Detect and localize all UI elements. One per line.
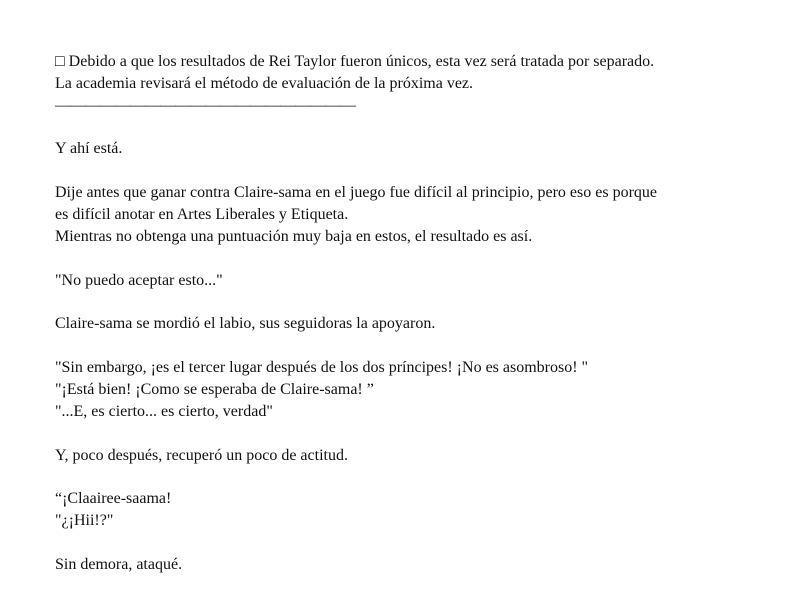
paragraph (55, 138, 775, 160)
text-line: Claire-sama se mordió el labio, sus seguidoras la apoyaron. (55, 315, 436, 333)
dialogue-line: “¡Claairee-saama! (55, 490, 172, 508)
paragraph-note (55, 51, 775, 116)
paragraph-dialogue (55, 357, 775, 422)
text-line: es difícil anotar en Artes Liberales y Etiqueta. (55, 205, 349, 223)
note-line: □ Debido a que los resultados de Rei Taylor fueron únicos, esta vez será tratada por separado. (55, 53, 655, 70)
paragraph (55, 313, 775, 335)
paragraph (55, 182, 775, 247)
note-line: La academia revisará el método de evaluación de la próxima vez. (55, 74, 474, 92)
text-line: Y, poco después, recuperó un poco de actitud. (55, 446, 348, 464)
text-line: Dije antes que ganar contra Claire-sama en el juego fue difícil al principio, pero eso es porque (55, 184, 657, 202)
dialogue-line: "¡Está bien! ¡Como se esperaba de Claire-sama! ” (55, 380, 374, 398)
text-line: Mientras no obtenga una puntuación muy baja en estos, el resultado es así. (55, 227, 533, 245)
text-line: Y ahí está. (55, 140, 123, 158)
dialogue-line: "No puedo aceptar esto..." (55, 271, 223, 289)
paragraph (55, 554, 775, 576)
paragraph-dialogue (55, 270, 775, 292)
document-body (55, 51, 775, 598)
dialogue-line: "Sin embargo, ¡es el tercer lugar después de los dos príncipes! ¡No es asombroso! " (55, 359, 589, 377)
paragraph (55, 445, 775, 467)
separator-line: ———————————————————— (55, 96, 355, 114)
paragraph-dialogue (55, 488, 775, 532)
dialogue-line: "¿¡Hii!?" (55, 512, 114, 530)
dialogue-line: "...E, es cierto... es cierto, verdad" (55, 402, 273, 420)
text-line: Sin demora, ataqué. (55, 555, 183, 573)
